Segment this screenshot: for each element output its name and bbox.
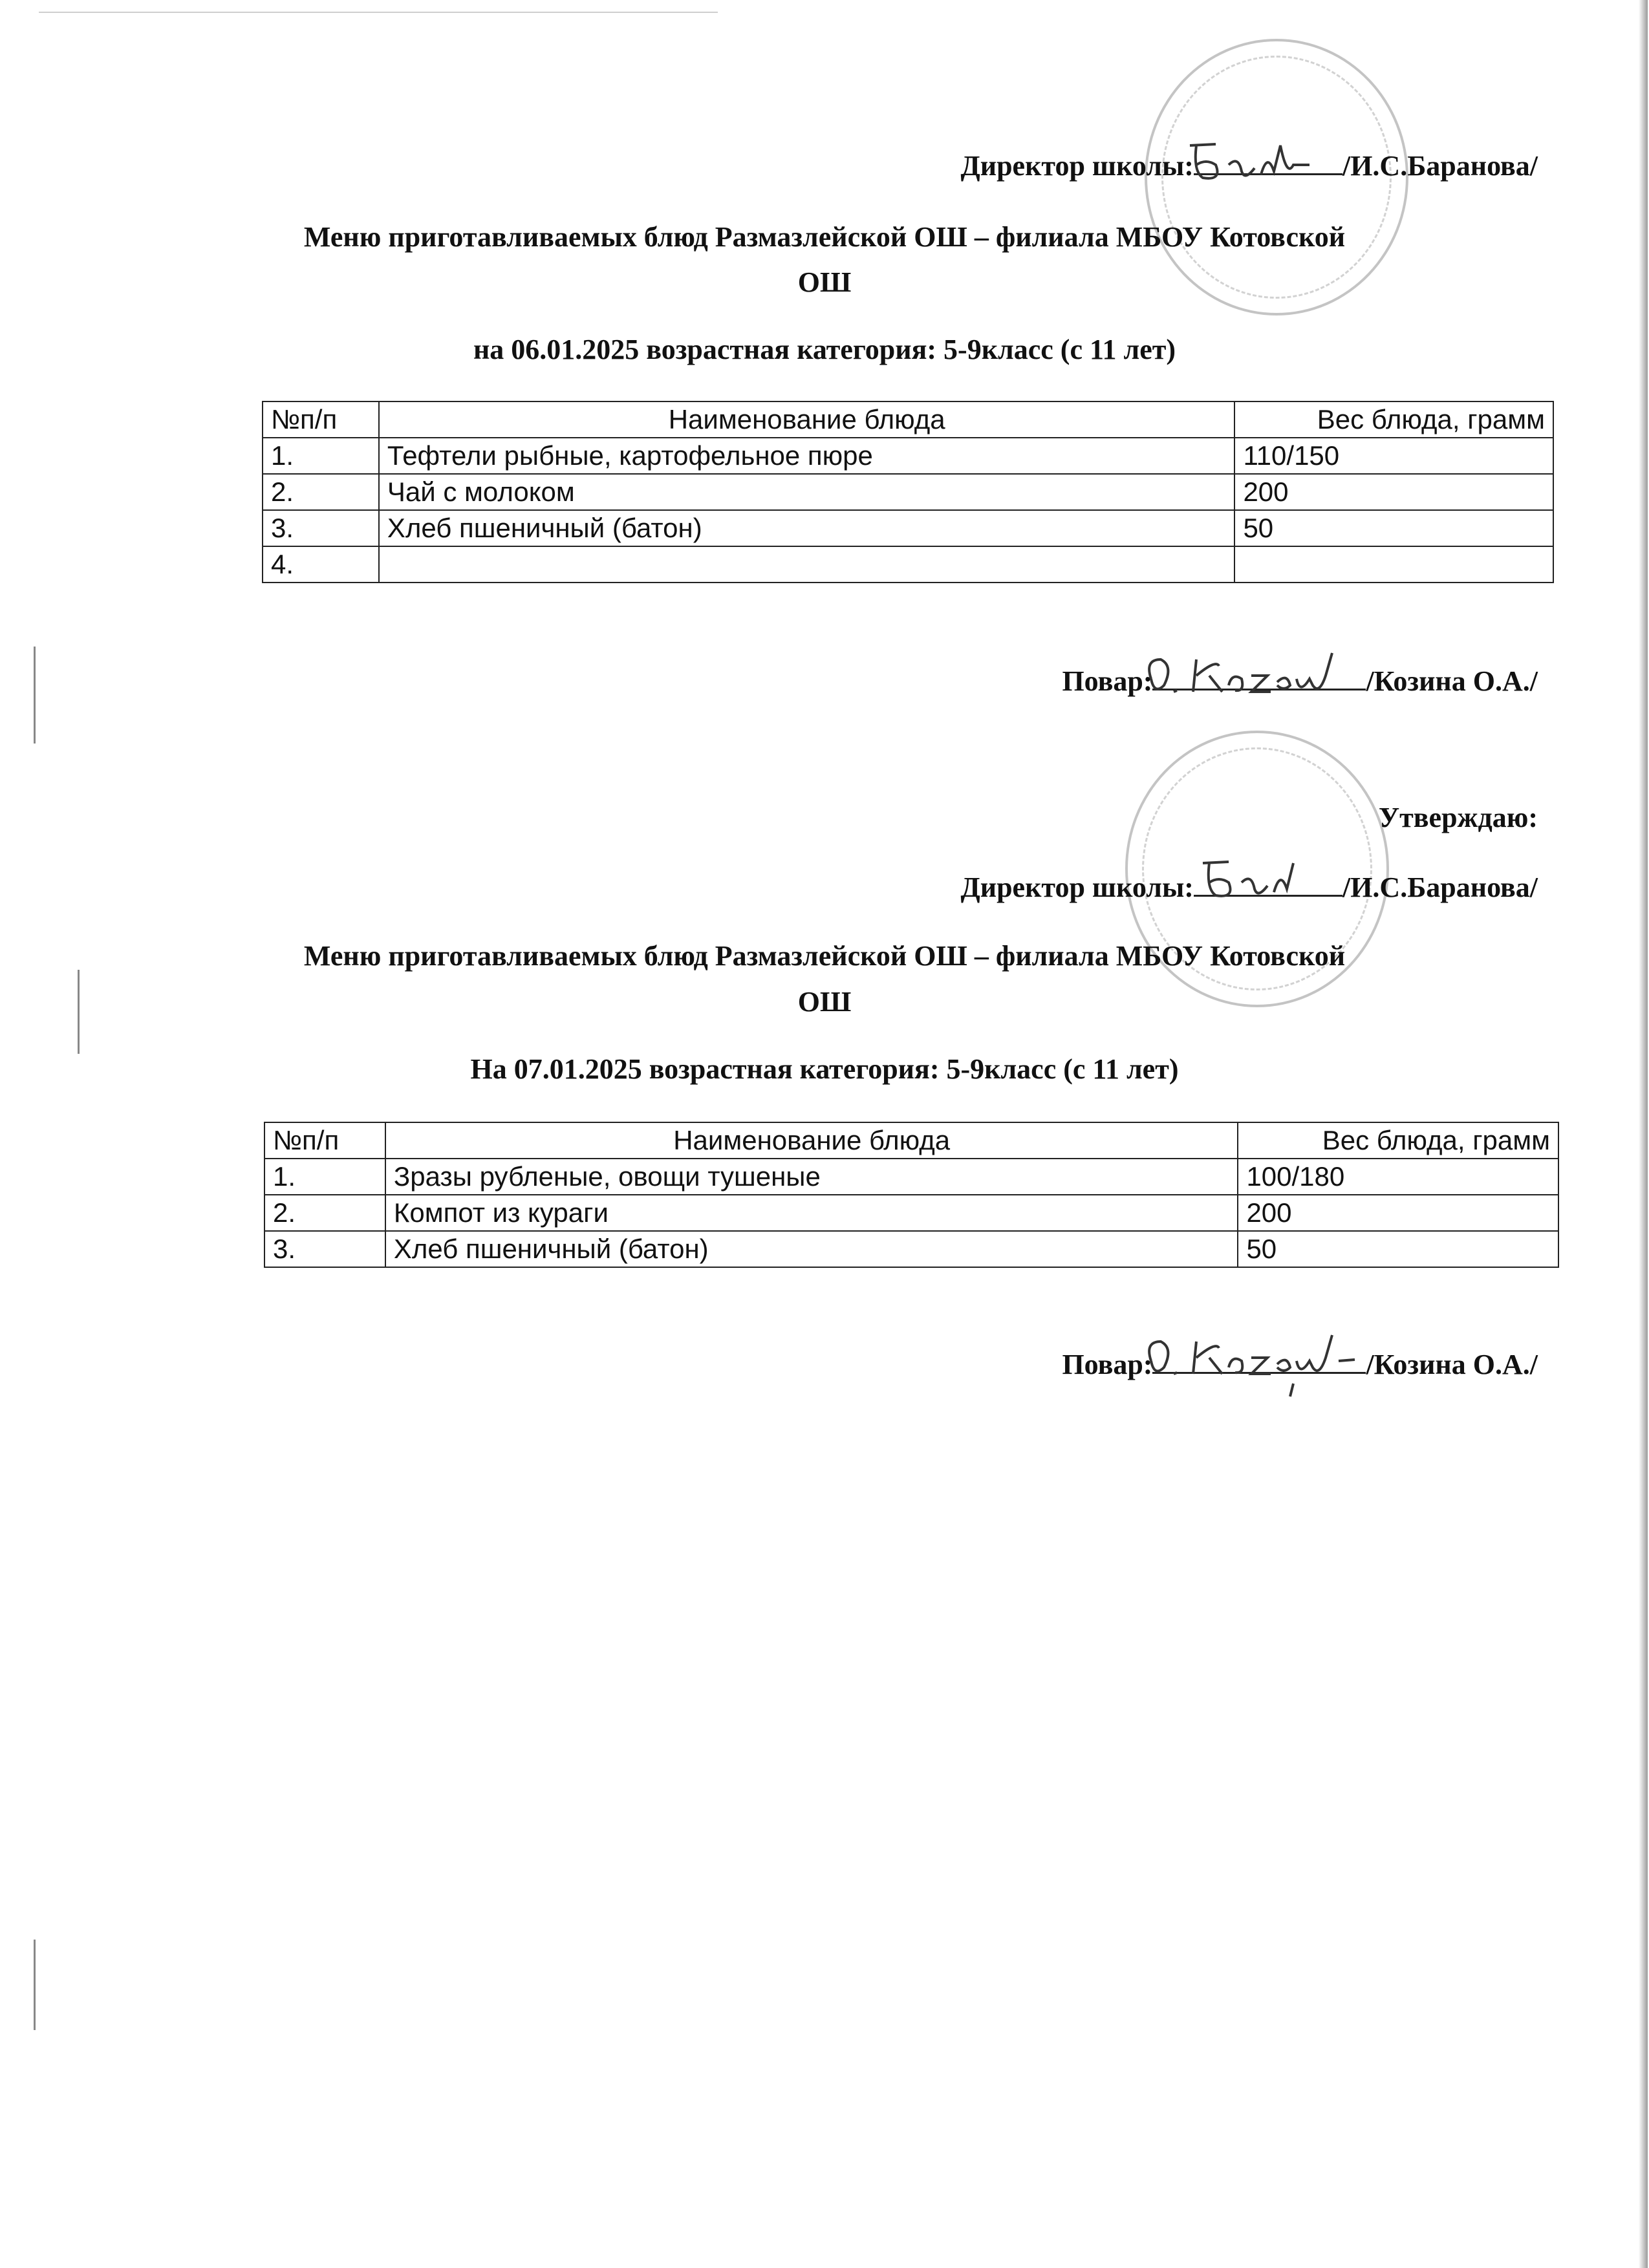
menu-table xyxy=(264,1122,1559,1268)
menu-table xyxy=(262,401,1554,583)
cook-name: /Козина О.А./ xyxy=(1366,1349,1538,1380)
cook-signature xyxy=(1138,640,1371,711)
menu-date-line: на 06.01.2025 возрастная категория: 5-9класс (с 11 лет) xyxy=(473,334,1176,365)
table-row xyxy=(264,1231,1558,1267)
table-row xyxy=(263,438,1553,474)
row-number: 1. xyxy=(263,438,379,474)
dish-weight: 50 xyxy=(1234,510,1553,546)
cook-signature xyxy=(1138,1322,1371,1400)
row-number: 2. xyxy=(264,1195,385,1231)
table-row xyxy=(263,546,1553,583)
column-header-weight: Вес блюда, грамм xyxy=(1234,401,1553,438)
scan-artifact-mark xyxy=(78,970,80,1054)
dish-name: Компот из кураги xyxy=(385,1195,1238,1231)
column-header-dish: Наименование блюда xyxy=(379,401,1235,438)
table-row xyxy=(263,474,1553,510)
dish-name: Зразы рубленые, овощи тушеные xyxy=(385,1159,1238,1195)
menu-title: Меню приготавливаемых блюд Размазлейской ОШ – филиала МБОУ Котовской xyxy=(303,940,1346,972)
dish-weight: 200 xyxy=(1238,1195,1558,1231)
director-signature xyxy=(1177,126,1319,197)
dish-name: Чай с молоком xyxy=(379,474,1235,510)
row-number: 1. xyxy=(264,1159,385,1195)
director-name: /И.С.Баранова/ xyxy=(1342,150,1538,182)
scan-edge-shadow xyxy=(1639,0,1648,2268)
table-row xyxy=(264,1195,1558,1231)
table-row xyxy=(264,1159,1558,1195)
row-number: 3. xyxy=(264,1231,385,1267)
menu-title-continued: ОШ xyxy=(797,986,852,1018)
dish-weight: 50 xyxy=(1238,1231,1558,1267)
dish-weight: 100/180 xyxy=(1238,1159,1558,1195)
table-header-row xyxy=(263,401,1553,438)
dish-weight: 110/150 xyxy=(1234,438,1553,474)
dish-weight: 200 xyxy=(1234,474,1553,510)
column-header-number: №п/п xyxy=(263,401,379,438)
director-label: Директор школы: xyxy=(960,872,1194,903)
scan-artifact-mark xyxy=(34,647,36,744)
column-header-dish: Наименование блюда xyxy=(385,1122,1238,1159)
dish-name: Хлеб пшеничный (батон) xyxy=(379,510,1235,546)
menu-title: Меню приготавливаемых блюд Размазлейской ОШ – филиала МБОУ Котовской xyxy=(303,221,1346,253)
dish-name xyxy=(379,546,1235,583)
menu-title-continued: ОШ xyxy=(797,266,852,298)
cook-name: /Козина О.А./ xyxy=(1366,665,1538,697)
cook-label: Повар: xyxy=(1062,665,1153,697)
row-number: 3. xyxy=(263,510,379,546)
column-header-weight: Вес блюда, грамм xyxy=(1238,1122,1558,1159)
approval-heading: Утверждаю: xyxy=(1378,802,1538,833)
scan-artifact-mark xyxy=(34,1940,36,2030)
dish-name: Тефтели рыбные, картофельное пюре xyxy=(379,438,1235,474)
scan-artifact-line xyxy=(39,12,718,13)
column-header-number: №п/п xyxy=(264,1122,385,1159)
director-name: /И.С.Баранова/ xyxy=(1342,872,1538,903)
menu-date-line: На 07.01.2025 возрастная категория: 5-9класс (с 11 лет) xyxy=(470,1053,1179,1085)
table-header-row xyxy=(264,1122,1558,1159)
row-number: 4. xyxy=(263,546,379,583)
dish-weight xyxy=(1234,546,1553,583)
director-label: Директор школы: xyxy=(960,150,1194,182)
dish-name: Хлеб пшеничный (батон) xyxy=(385,1231,1238,1267)
director-signature xyxy=(1190,844,1319,915)
cook-label: Повар: xyxy=(1062,1349,1153,1380)
table-row xyxy=(263,510,1553,546)
row-number: 2. xyxy=(263,474,379,510)
